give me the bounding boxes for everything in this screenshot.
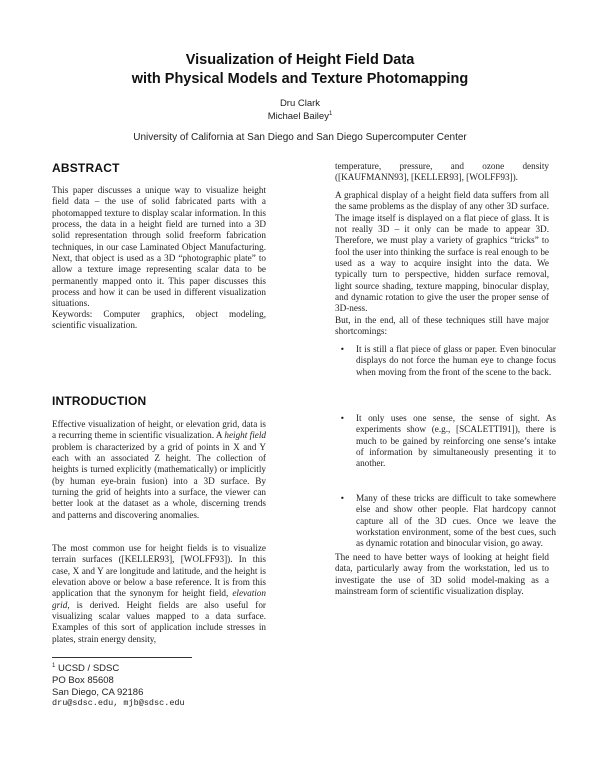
bullet-dot-icon: • xyxy=(340,345,345,354)
intro-p1-text-b: problem is characterized by a grid of points in X and Y each with an associated Z height. The collection of heights is turned explicitly (mathematically) or implicitly (by human eye-brain fusion) into a 3D surface. By turning the grid of heights into a surface, the viewer can better look at the dataset as a whole, discerning trends and patterns and discovering anomalies. xyxy=(52,441,266,520)
bullet-dot-icon: • xyxy=(340,414,345,423)
author-2-footnote-mark: 1 xyxy=(328,110,333,117)
shortcoming-text: Many of these tricks are difficult to take somewhere else and show other people. Flat hardcopy cannot capture all of the 3D cues. Once we leave the workstation environment, some of the best cues, such as dynamic rotation and binocular vision, go away. xyxy=(356,493,556,549)
need-paragraph: The need to have better ways of looking at height field data, particularly away from the workstation, led us to investigate the use of 3D solid model-making as a mainstream form of scientific visualization display. xyxy=(335,552,549,597)
shortcoming-item xyxy=(340,413,556,470)
author-1-name: Dru Clark xyxy=(279,98,321,109)
affiliation: University of California at San Diego and San Diego Supercomputer Center xyxy=(133,132,467,143)
intro-p2-text-a: The most common use for height fields is to visualize terrain surfaces ([KELLER93], [WOLFF93]). In this case, X and Y are longitude and latitude, and the height is elevation above or below a base reference. It is from this application that the synonym for height field, xyxy=(52,543,266,599)
shortcoming-item xyxy=(340,344,556,378)
shortcoming-text: It is still a flat piece of glass or paper. Even binocular displays do not force the human eye to change focus when moving from the front of the scene to the back. xyxy=(356,344,556,377)
footnote-line-2: PO Box 85608 xyxy=(52,675,114,686)
author-1 xyxy=(0,97,600,110)
graphic-display-paragraph: A graphical display of a height field data suffers from all the same problems as the display of any other 3D surface. The image itself is displayed on a flat piece of glass. It is not really 3D – it only can be made to appear 3D. Therefore, we must play a variety of graphics “tricks” to fool the user into thinking the surface is real enough to be used as a way to acquire insight into the data. We typically turn to perspective, hidden surface removal, light source shading, texture mapping, binocular display, and dynamic rotation to give the user the proper sense of 3D-ness. xyxy=(335,190,549,314)
shortcoming-text: It only uses one sense, the sense of sight. As experiments show (e.g., [SCALETTI91]), there is much to be gained by reinforcing one sense’s intake of information by simultaneously presenting it to another. xyxy=(356,413,556,469)
abstract-body: This paper discusses a unique way to visualize height field data – the use of solid fabricated parts with a photomapped texture to display scalar information. In this process, the data in a height field are turned into a 3D solid representation through solid freeform fabrication techniques, in our case Laminated Object Manufacturing. Next, that object is used as a 3D “photographic plate” to allow a texture image representing scalar data to be permanently mapped onto it. This paper discusses this process and how it can be used in different visualization situations. xyxy=(52,185,266,309)
keywords: Keywords: Computer graphics, object modeling, scientific visualization. xyxy=(52,309,266,331)
shortcoming-item xyxy=(340,493,556,550)
shortcomings-intro: But, in the end, all of these techniques still have major shortcomings: xyxy=(335,315,549,337)
introduction-heading: INTRODUCTION xyxy=(52,394,147,408)
paper-title-line-1: Visualization of Height Field Data xyxy=(185,52,415,68)
footnote-org: UCSD / SDSC xyxy=(57,663,120,674)
footnote-line-1 xyxy=(52,663,119,675)
introduction-paragraph-2 xyxy=(52,543,266,645)
intro-p1-text-a: Effective visualization of height, or elevation grid, data is a recurring theme in scientific visualization. A xyxy=(52,419,266,441)
term-elevation-grid: elevation grid xyxy=(52,588,266,610)
author-2-name: Michael Bailey xyxy=(267,111,329,122)
intro-p2-text-b: , is derived. Height fields are also useful for visualizing scalar values mapped to a data surface. Examples of this sort of application include stresses in plates, strain energy density, xyxy=(52,599,266,644)
introduction-paragraph-1 xyxy=(52,419,266,521)
footnote-mark: 1 xyxy=(52,662,56,669)
right-continuation: temperature, pressure, and ozone density ([KAUFMANN93], [KELLER93], [WOLFF93]). xyxy=(335,161,549,183)
bullet-dot-icon: • xyxy=(340,494,345,503)
author-2 xyxy=(0,110,600,123)
footnote-line-3: San Diego, CA 92186 xyxy=(52,687,144,698)
footnote-divider xyxy=(52,657,192,658)
paper-title-line-2: with Physical Models and Texture Photomapping xyxy=(131,71,469,87)
abstract-heading: ABSTRACT xyxy=(52,161,120,175)
footnote-emails: dru@sdsc.edu, mjb@sdsc.edu xyxy=(52,698,185,708)
term-height-field: height field xyxy=(224,430,266,441)
